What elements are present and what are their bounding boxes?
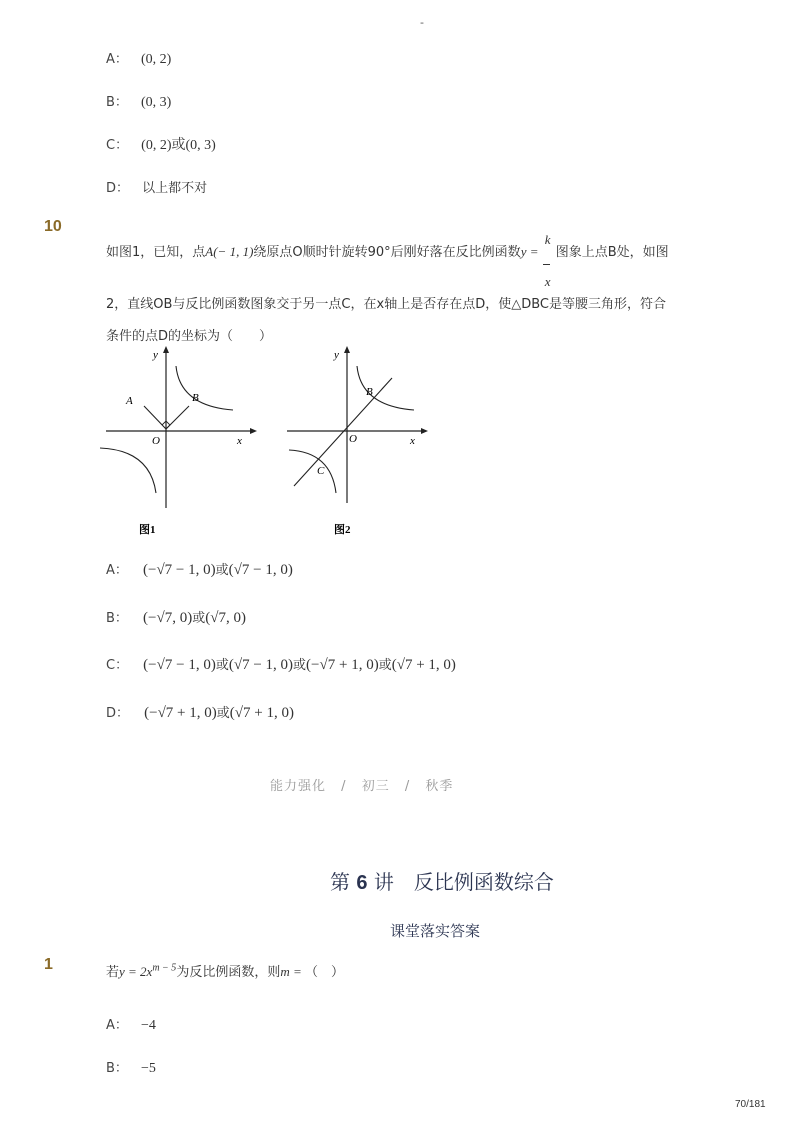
label-a: A [126, 395, 133, 407]
label-b: B [192, 392, 199, 404]
option-label: B： [106, 95, 128, 110]
option-expr-4: (√7 + 1, 0) [391, 657, 456, 673]
option-expr-1: (−√7, 0) [143, 610, 193, 626]
question-number: 1 [44, 956, 53, 973]
line-ob [294, 378, 392, 486]
y-axis-arrow [344, 346, 350, 353]
footer-grade: 初三 [361, 779, 390, 794]
option-label: A： [106, 52, 128, 67]
option-text: 以上都不对 [142, 181, 208, 196]
option-label: D： [106, 181, 130, 196]
q10-option-c[interactable] [106, 654, 456, 674]
x-axis-arrow [421, 428, 428, 434]
footer-separator: / [341, 779, 347, 794]
option-or: 或 [293, 658, 307, 673]
option-or: 或 [192, 611, 206, 626]
footer-separator: / [404, 779, 411, 794]
option-expr-1: (−√7 − 1, 0) [143, 657, 216, 673]
option-text: −4 [141, 1018, 156, 1033]
chapter-subtitle: 课堂落实答案 [390, 922, 481, 940]
q10-option-a[interactable] [106, 559, 293, 579]
q10-option-d[interactable] [106, 702, 294, 722]
page-number: 70/181 [735, 1099, 766, 1110]
option-text: (0, 2)或(0, 3) [141, 138, 216, 153]
stem-text: 为反比例函数，则 [176, 965, 281, 980]
figure-1 [100, 343, 260, 543]
hyperbola-branch-q3 [289, 450, 336, 493]
function-expr: y = 2x [119, 964, 153, 979]
option-expr-2: (√7, 0) [205, 610, 246, 626]
fraction-denominator: x [544, 274, 551, 289]
option-label: C： [106, 138, 129, 153]
hyperbola-branch-q3 [100, 448, 156, 493]
option-expr-3: (−√7 + 1, 0) [306, 657, 379, 673]
label-o: O [349, 433, 357, 445]
stem-text: （ ） [305, 965, 345, 980]
title-text: 讲 反比例函数综合 [373, 870, 554, 894]
option-label: D： [106, 706, 130, 721]
option-or: 或 [216, 706, 230, 721]
option-d[interactable] [106, 177, 207, 196]
question-stem [106, 961, 344, 980]
option-text: (0, 2) [141, 52, 172, 67]
stem-text: 若 [106, 965, 120, 980]
label-y: y [153, 349, 158, 361]
option-expr-2: (√7 + 1, 0) [229, 705, 294, 721]
title-prefix: 第 [330, 870, 350, 894]
option-expr-2: (√7 − 1, 0) [228, 562, 293, 578]
label-y: y [334, 349, 339, 361]
y-axis-arrow [163, 346, 169, 353]
point-a-expr: A(− 1, 1) [205, 244, 254, 259]
option-label: B： [106, 1061, 128, 1076]
option-expr-2: (√7 − 1, 0) [228, 657, 294, 673]
stem-text: 图象上点B处，如图 [555, 245, 669, 260]
page-footer [270, 775, 453, 794]
option-text: −5 [141, 1061, 156, 1076]
option-expr-1: (−√7 + 1, 0) [144, 705, 217, 721]
option-label: A： [106, 1018, 128, 1033]
footer-term: 秋季 [425, 779, 454, 794]
option-label: A： [106, 563, 128, 578]
option-text: (0, 3) [141, 95, 172, 110]
option-or: 或 [378, 658, 392, 673]
segment-oa [144, 406, 166, 429]
fraction-bar [543, 264, 550, 265]
option-b[interactable] [106, 91, 171, 111]
label-x: x [237, 435, 242, 447]
exponent-expr: m − 5 [152, 962, 177, 974]
label-c: C [317, 465, 325, 477]
label-x: x [410, 435, 415, 447]
q1-option-a[interactable] [106, 1014, 156, 1034]
chapter-title [330, 866, 554, 895]
option-c[interactable] [106, 134, 216, 154]
question-number: 10 [44, 218, 62, 235]
label-b: B [366, 386, 373, 398]
header-mark: - [420, 16, 424, 29]
function-expr: y = [520, 244, 542, 259]
question-stem-line1 [106, 232, 669, 289]
option-or: 或 [215, 658, 229, 673]
question-stem-line2: 2，直线OB与反比例函数图象交于另一点C，在x轴上是否存在点D，使△DBC是等腰三角形，符合 [106, 297, 666, 312]
option-label: C： [106, 658, 129, 673]
footer-course: 能力强化 [270, 779, 327, 794]
option-or: 或 [215, 563, 229, 578]
q10-option-b[interactable] [106, 607, 246, 627]
hyperbola-branch-q1 [176, 366, 233, 410]
option-label: B： [106, 611, 128, 626]
x-axis-arrow [250, 428, 257, 434]
q1-option-b[interactable] [106, 1057, 156, 1077]
figure-caption: 图1 [139, 524, 156, 536]
option-a[interactable] [106, 48, 171, 68]
stem-text: 绕原点O顺时针旋转90°后刚好落在反比例函数 [253, 245, 521, 260]
label-o: O [152, 435, 160, 447]
option-expr-1: (−√7 − 1, 0) [143, 562, 216, 578]
figure-caption: 图2 [334, 524, 351, 536]
fraction-numerator: k [544, 232, 551, 247]
variable-expr: m = [280, 964, 305, 979]
question-stem-line3: 条件的点D的坐标为（ ） [106, 329, 273, 344]
title-number: 6 [356, 872, 368, 894]
figure-2 [283, 343, 433, 543]
stem-text: 如图1，已知，点 [106, 245, 206, 260]
